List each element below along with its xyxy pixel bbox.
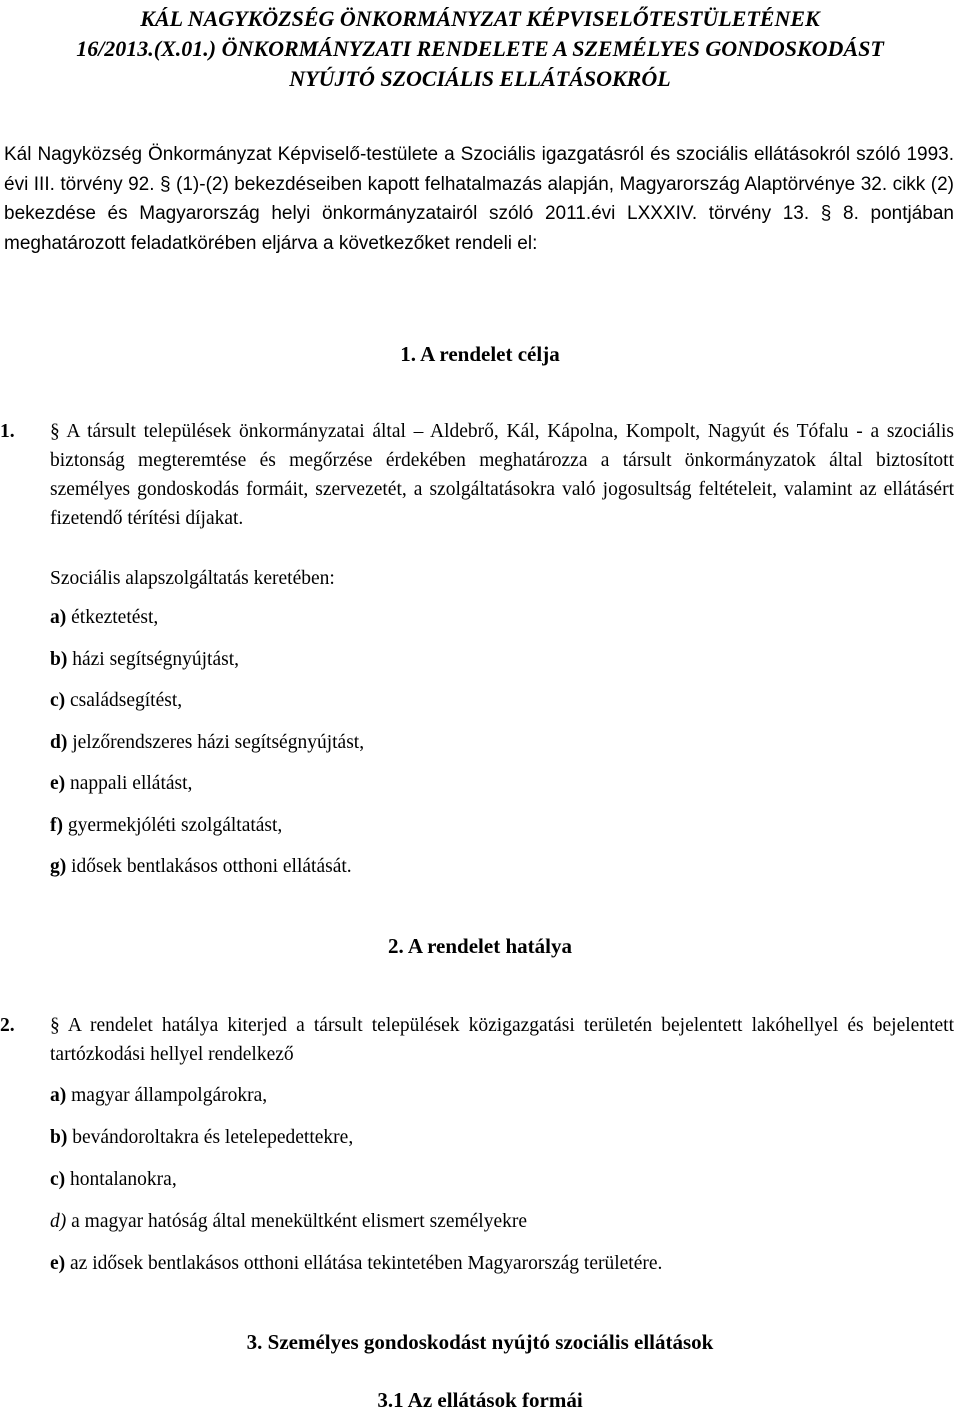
section-1-list-item [50, 688, 182, 714]
section-2-list-item-text: hontalanokra, [65, 1169, 177, 1190]
document-title [0, 4, 960, 94]
section-1-list-item-text: házi segítségnyújtást, [67, 648, 240, 670]
section-2-list-item [50, 1167, 177, 1193]
section-2-list-item-text: az idősek bentlakásos otthoni ellátása tekintetében Magyarország területére. [65, 1253, 663, 1274]
section-2-list-item [50, 1125, 353, 1151]
section-1-list-item-letter: e) [50, 773, 66, 794]
section-1-list-item-text: családsegítést, [65, 690, 183, 711]
section-1-list-item [50, 605, 158, 631]
title-line-1: KÁL NAGYKÖZSÉG ÖNKORMÁNYZAT KÉPVISELŐTESTÜLETÉNEK [140, 6, 820, 31]
section-1-list-item [50, 854, 352, 880]
section-1-list-item-text: jelzőrendszeres házi segítségnyújtást, [67, 731, 365, 753]
section-2-paragraph [0, 1011, 954, 1069]
section-1-lead: Szociális alapszolgáltatás keretében: [50, 568, 335, 589]
section-1-list-item-letter: g) [50, 856, 67, 877]
section-1-list-item [50, 730, 364, 756]
preamble [4, 140, 954, 258]
section-2-list-item-letter: b) [50, 1127, 68, 1148]
title-line-3: NYÚJTÓ SZOCIÁLIS ELLÁTÁSOKRÓL [289, 66, 671, 91]
section-1-list-item-text: gyermekjóléti szolgáltatást, [63, 814, 283, 836]
section-2-list-item-text: bevándoroltakra és letelepedettekre, [67, 1127, 354, 1148]
section-1-list-item [50, 771, 192, 797]
section-1-heading: 1. A rendelet célja [400, 342, 560, 366]
section-2-number: 2. [0, 1015, 15, 1036]
section-1-list-item-text: idősek bentlakásos otthoni ellátását. [66, 856, 352, 877]
section-1-list-item [50, 813, 282, 839]
section-2-list-item-letter: a) [50, 1085, 67, 1106]
section-1-paragraph [0, 417, 954, 533]
section-1-number: 1. [0, 421, 15, 442]
section-2-list-item [50, 1083, 267, 1109]
section-2-list-item [50, 1251, 662, 1277]
preamble-text: Kál Nagyközség Önkormányzat Képviselő-testülete a Szociális igazgatásról és szociális ellátásokról szóló 1993. évi III. törvény 92. § (1)-(2) bekezdéseiben kapott felhatalmazás alapján, Magyarország Alaptörvénye 32. cikk (2) bekezdése és Magyarország helyi önkormányzatairól szóló 2011.évi LXXXIV. törvény 13. § 8. pontjában meghatározott feladatkörében eljárva a következőket rendeli el: [4, 144, 954, 254]
section-1-list-item-text: étkeztetést, [66, 607, 159, 628]
section-2-list-item [50, 1209, 527, 1235]
section-1-body: § A társult települések önkormányzatai által – Aldebrő, Kál, Kápolna, Kompolt, Nagyút és Tófalu - a szociális biztonság megteremtése és megőrzése érdekében meghatározza a társult önkormányzatok által biztosított személyes gondoskodás formáit, szervezetét, a szolgáltatásokra való jogosultság feltételeit, valamint az ellátásért fizetendő térítési díjakat. [50, 421, 954, 529]
section-2-list-item-text: a magyar hatóság által menekültként elismert személyekre [66, 1211, 528, 1232]
section-1-list-item-letter: a) [50, 607, 67, 628]
section-1-list-item-letter: c) [50, 690, 66, 711]
section-2-heading: 2. A rendelet hatálya [388, 934, 572, 958]
section-2-list-item-text: magyar állampolgárokra, [66, 1085, 268, 1106]
section-3-heading: 3. Személyes gondoskodást nyújtó szociális ellátások [246, 1330, 714, 1354]
section-1-list-item-letter: d) [50, 731, 68, 753]
section-2-list-item-letter: e) [50, 1253, 66, 1274]
section-2-list-item-letter: d) [50, 1211, 67, 1232]
section-1-list-item-letter: f) [50, 814, 63, 836]
section-3-subheading: 3.1 Az ellátások formái [377, 1388, 583, 1412]
section-1-list-item-text: nappali ellátást, [65, 773, 193, 794]
section-1-list-item [50, 647, 239, 673]
section-2-list-item-letter: c) [50, 1169, 66, 1190]
section-1-list-item-letter: b) [50, 648, 68, 670]
title-line-2: 16/2013.(X.01.) ÖNKORMÁNYZATI RENDELETE A SZEMÉLYES GONDOSKODÁST [76, 36, 884, 61]
section-2-body: § A rendelet hatálya kiterjed a társult települések közigazgatási területén bejelentett lakóhellyel és bejelentett tartózkodási hellyel rendelkező [50, 1015, 954, 1065]
